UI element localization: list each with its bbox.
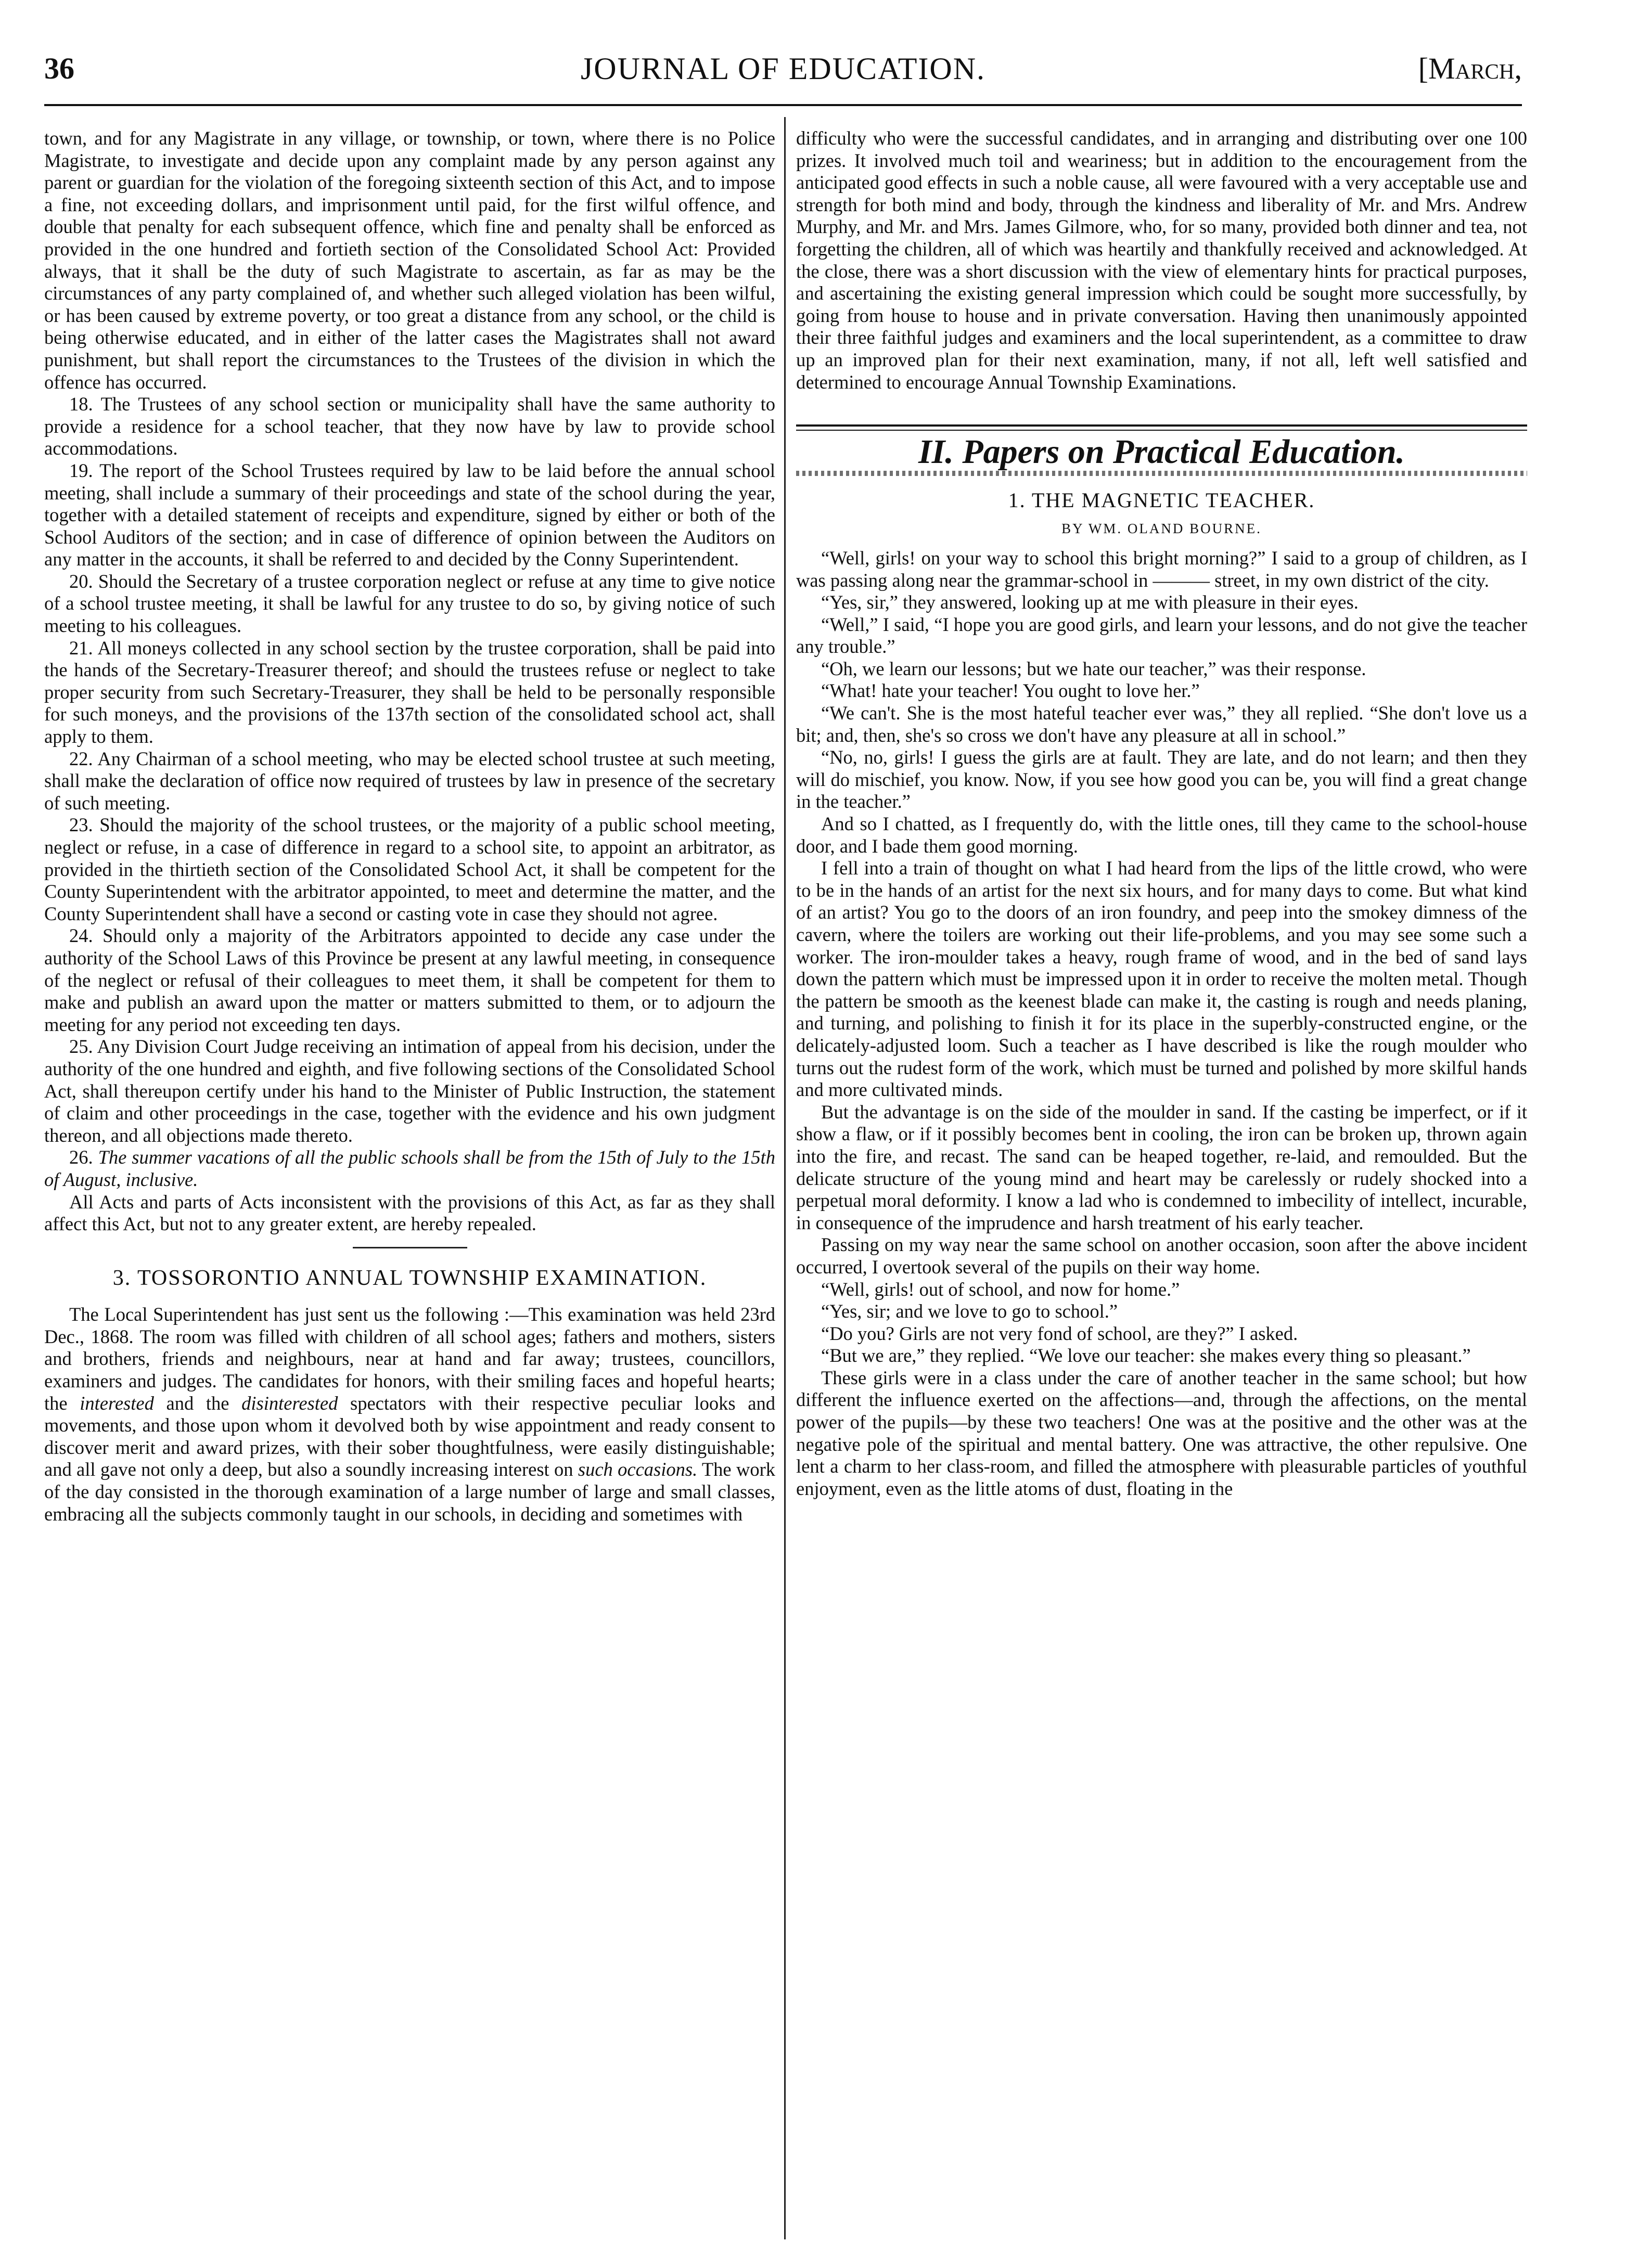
paragraph-continued: town, and for any Magistrate in any village, or township, or town, where there is no Police Magistrate, to investigate and decide upon any complaint made by any person against any parent or guardian for the violation of the foregoing sixteenth section of this Act, and to impose a fine, not exceeding dollars, and imprisonment until paid, for the first wilful offence, and double that penalty for each subsequent offence, which fine and penalty shall be enforced as provided in the one hundred and fortieth section of the Consolidated School Act: Provided always, that it shall be the duty of such Magistrate to ascertain, as far as may be the circumstances of any party complained of, and whether such alleged violation has been wilful, or has been caused by extreme poverty, or too great a distance from any school, or the child is being otherwise educated, and in either of the latter cases the Magistrates shall not award punishment, but shall report the circumstances to the Trustees of the division in which the offence has occurred.	[44, 127, 775, 393]
section-3-title: 3. TOSSORONTIO ANNUAL TOWNSHIP EXAMINATION.	[112, 1266, 707, 1290]
page-header	[44, 51, 1522, 103]
double-rule	[796, 424, 1527, 431]
paragraph-continued: difficulty who were the successful candidates, and in arranging and distributing over one 100 prizes. It involved much toil and weariness; but in addition to the encouragement from the anticipated good effects in such a noble cause, all were favoured with a very acceptable use and strength for both mind and body, through the kindness and liberality of Mr. and Mrs. Andrew Murphy, and Mr. and Mrs. James Gilmore, who, for so many, provided both dinner and tea, not forgetting the children, all of which was heartily and thankfully received and acknowledged. At the close, there was a short discussion with the view of elementary hints for practical purposes, and ascertaining the existing general impression which could be sought more successfully, by going from house to house and in private conversation. Having then unanimously appointed their three faithful judges and examiners and the local superintendent, as a committee to draw up an improved plan for their next examination, many, if not all, left well satisfied and determined to encourage Annual Township Examinations.	[796, 127, 1527, 393]
text-run: The work of the day consisted in the thorough examination of a large number of large and small classes, embracing all the subjects commonly taught in our schools, in deciding and sometimes with	[44, 1459, 775, 1525]
italic-run: such occasions.	[578, 1459, 698, 1480]
page-number: 36	[44, 51, 74, 85]
italic-run: disinterested	[241, 1392, 338, 1414]
section-19: 19. The report of the School Trustees required by law to be laid before the annual school meeting, shall include a summary of their proceedings and state of the school during the year, together with a detailed statement of receipts and expenditure, signed by either or both of the School Auditors of the section; and in case of difference of opinion between the Auditors on any matter in the accounts, it shall be referred to and decided by the Conny Superintendent.	[44, 459, 775, 570]
section-26	[44, 1146, 775, 1191]
article-paragraph: And so I chatted, as I frequently do, with the little ones, till they came to the school-house door, and I bade them good morning.	[796, 813, 1527, 857]
italic-run: interested	[80, 1392, 154, 1414]
article-paragraph: “Well, girls! on your way to school this bright morning?” I said to a group of children, as I was passing along near the grammar-school in ——— street, in my own district of the city.	[796, 547, 1527, 591]
column-divider	[784, 117, 786, 2239]
section-18: 18. The Trustees of any school section or municipality shall have the same authority to provide a residence for a school teacher, that they now have by law to provide school accommodations.	[44, 393, 775, 459]
left-column	[44, 127, 775, 1525]
article-paragraph: “Yes, sir; and we love to go to school.”	[821, 1300, 1118, 1322]
header-month: [March,	[1418, 51, 1522, 85]
section-2-heading: II. Papers on Practical Education.	[918, 433, 1405, 471]
section-25: 25. Any Division Court Judge receiving an intimation of appeal from his decision, under the authority of the one hundred and eighth, and five following sections of the Consolidated School Act, shall thereupon certify under his hand to the Minister of Public Instruction, the statement of claim and other proceedings in the case, together with the evidence and his own judgment thereon, and all objections made thereto.	[44, 1036, 775, 1146]
section-23: 23. Should the majority of the school trustees, or the majority of a public school meeting, neglect or refuse, in a case of difference in regard to a school site, to appoint an arbitrator, as provided in the thirtieth section of the Consolidated School Act, it shall be competent for the County Superintendent with the arbitrator appointed, to meet and determine the matter, and the County Superintendent shall have a second or casting vote in case they should not agree.	[44, 814, 775, 924]
right-column	[796, 127, 1527, 1500]
journal-title: JOURNAL OF EDUCATION.	[580, 51, 986, 86]
section-26-number: 26.	[69, 1146, 93, 1168]
article-paragraph: These girls were in a class under the care of another teacher in the same school; but how different the influence exerted on the affections—and, through the affections, on the mental power of the pupils—by these two teachers! One was at the positive and the other was at the negative pole of the spiritual and mental battery. One was attractive, the other repulsive. One lent a charm to her class-room, and filled the atmosphere with pleasurable particles of youthful enjoyment, even as the little atoms of dust, floating in the	[796, 1367, 1527, 1499]
short-rule	[353, 1247, 467, 1248]
article-paragraph: But the advantage is on the side of the moulder in sand. If the casting be imperfect, or if it show a flaw, or if it possibly becomes bent in cooling, the iron can be broken up, thrown again into the fire, and recast. The sand can be heaped together, re-laid, and remoulded. But the delicate structure of the young mind and heart may be carelessly or rudely shocked into a perpetual moral deformity. I know a lad who is condemned to imbecility of intellect, incurable, in consequence of the imprudence and harsh treatment of his early teacher.	[796, 1101, 1527, 1233]
article-paragraph: “Do you? Girls are not very fond of school, are they?” I asked.	[821, 1322, 1298, 1344]
section-21: 21. All moneys collected in any school section by the trustee corporation, shall be paid into the hands of the Secretary-Treasurer thereof; and should the trustees refuse or neglect to take proper security from such Secretary-Treasurer, they shall be held to be personally responsible for such moneys, and the provisions of the 137th section of the consolidated school act, shall apply to them.	[44, 637, 775, 748]
repeal-clause: All Acts and parts of Acts inconsistent with the provisions of this Act, as far as they shall affect this Act, but not to any greater extent, are hereby repealed.	[44, 1191, 775, 1235]
section-22: 22. Any Chairman of a school meeting, who may be elected school trustee at such meeting, shall make the declaration of office now required of trustees by law in presence of the secretary of such meeting.	[44, 748, 775, 814]
article-paragraph: “Oh, we learn our lessons; but we hate our teacher,” was their response.	[821, 658, 1366, 679]
article-paragraph: I fell into a train of thought on what I had heard from the lips of the little crowd, who were to be in the hands of an artist for the next six hours, and for many days to come. But what kind of an artist? You go to the doors of an iron foundry, and peep into the smokey dimness of the cavern, where the toilers are working out their life-problems, and you may see some such a worker. The iron-moulder takes a heavy, rough frame of wood, and in the bed of sand lays down the pattern which must be impressed upon it in order to receive the molten metal. Though the pattern be smooth as the keenest blade can make it, the casting is rough and needs planing, and turning, and polishing to finish it for its place in the superbly-constructed engine, or the delicately-adjusted loom. Such a teacher as I have described is like the rough moulder who turns out the rudest form of the work, which must be turned and polished by more skilful hands and more cultivated minds.	[796, 857, 1527, 1101]
text-run: The Local Superintendent has just sent us the following :—This examination was held 23rd Dec., 1868. The room was filled with children of all school ages; fathers and mothers, sisters and brothers, friends and neighbours, near at hand and far away; trustees, councillors, examiners and judges. The candidates for honors, with their smiling faces and hopeful hearts; the	[44, 1304, 775, 1414]
article-paragraph: “Well, girls! out of school, and now for home.”	[821, 1278, 1180, 1300]
article-paragraph: Passing on my way near the same school on another occasion, soon after the above incident occurred, I overtook several of the pupils on their way home.	[796, 1234, 1527, 1278]
article-paragraph: “What! hate your teacher! You ought to love her.”	[821, 680, 1200, 702]
wavy-rule	[796, 471, 1527, 476]
article-paragraph: “No, no, girls! I guess the girls are at fault. They are late, and do not learn; and then they will do mischief, you know. Now, if you see how good you can be, you will find a great change in the teacher.”	[796, 746, 1527, 813]
article-paragraph: “Well,” I said, “I hope you are good girls, and learn your lessons, and do not give the teacher any trouble.”	[796, 613, 1527, 658]
article-paragraph: “But we are,” they replied. “We love our teacher: she makes every thing so pleasant.”	[821, 1345, 1471, 1367]
tossorontio-paragraph	[44, 1304, 775, 1525]
article-paragraph: “Yes, sir,” they answered, looking up at me with pleasure in their eyes.	[821, 591, 1359, 613]
article-byline: BY WM. OLAND BOURNE.	[1061, 521, 1262, 537]
section-20: 20. Should the Secretary of a trustee corporation neglect or refuse at any time to give notice of a school trustee meeting, it shall be lawful for any trustee to do so, by giving notice of such meeting to his colleagues.	[44, 570, 775, 637]
text-run: spectators with their respective peculiar looks and movements, and those upon whom it devolved both by wise appointment and ready consent to discover merit and award prizes, with their sober thoughtfulness, were easily distinguishable; and all gave not only a deep, but also a soundly increasing interest on	[44, 1392, 775, 1480]
header-rule	[44, 104, 1522, 106]
text-run: and the	[153, 1392, 242, 1414]
section-24: 24. Should only a majority of the Arbitrators appointed to decide any case under the authority of the School Laws of this Province be present at any lawful meeting, in consequence of the neglect or refusal of their colleagues to meet them, it shall be competent for them to make and publish an award upon the matter or matters submitted to them, or to adjourn the meeting for any period not exceeding ten days.	[44, 925, 775, 1035]
article-title: 1. THE MAGNETIC TEACHER.	[1008, 488, 1315, 512]
article-paragraph: “We can't. She is the most hateful teacher ever was,” they all replied. “She don't love us a bit; and, then, she's so cross we don't have any pleasure at all in school.”	[796, 702, 1527, 746]
section-26-text: The summer vacations of all the public schools shall be from the 15th of July to the 15th of August, inclusive.	[44, 1146, 775, 1190]
